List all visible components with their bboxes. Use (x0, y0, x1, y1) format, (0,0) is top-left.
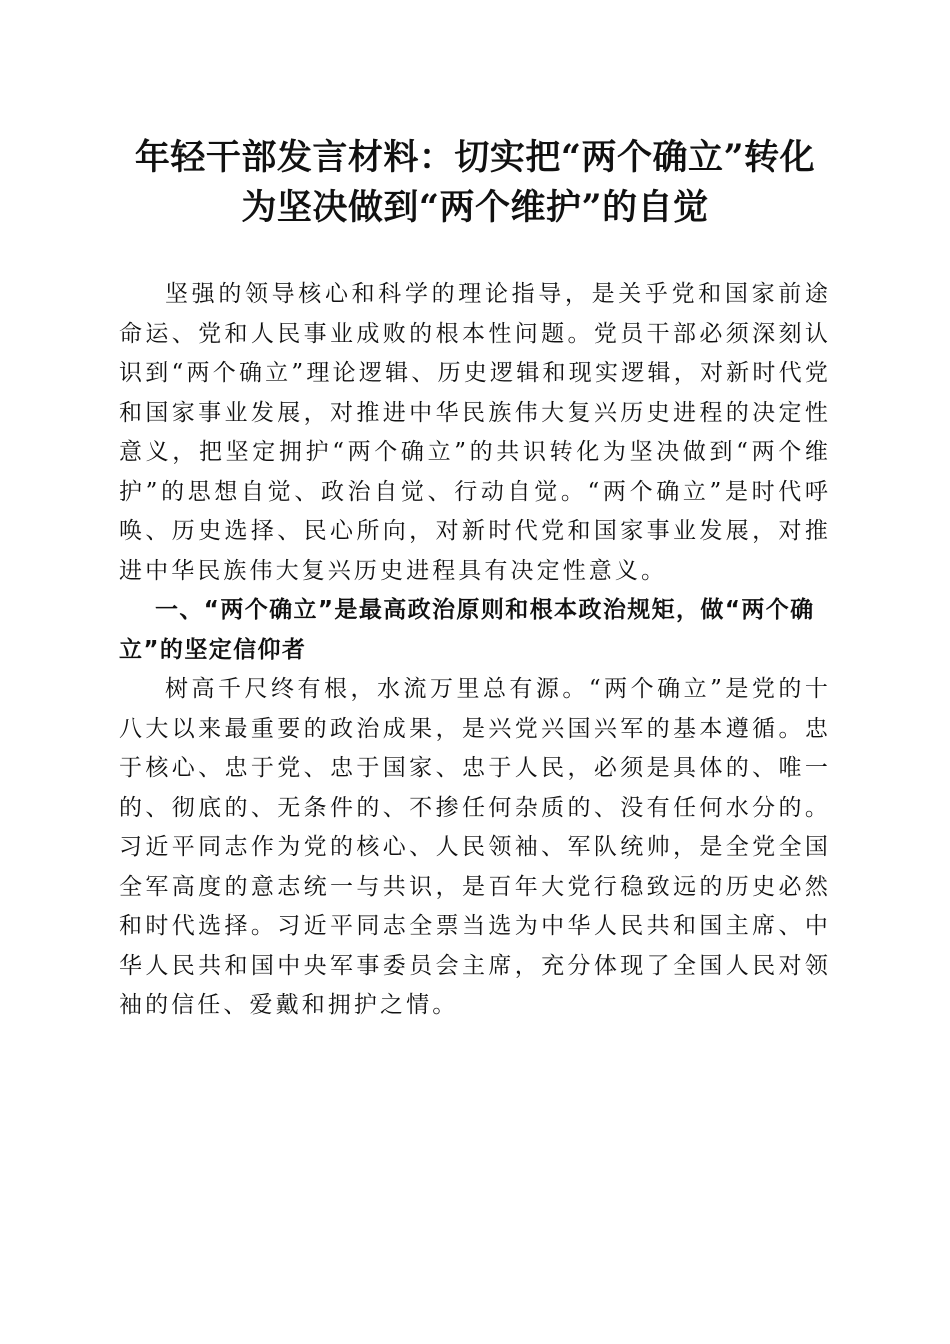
section-heading-1: 一、“两个确立”是最高政治原则和根本政治规矩，做“两个确立”的坚定信仰者 (119, 597, 815, 663)
document-title (100, 133, 850, 233)
title-line-1: 年轻干部发言材料：切实把“两个确立”转化 (134, 137, 816, 178)
intro-paragraph: 坚强的领导核心和科学的理论指导，是关乎党和国家前途命运、党和人民事业成败的根本性问题。党员干部必须深刻认识到“两个确立”理论逻辑、历史逻辑和现实逻辑，对新时代党和国家事业发展，对推进中华民族伟大复兴历史进程的决定性意义，把坚定拥护“两个确立”的共识转化为坚决做到“两个维护”的思想自觉、政治自觉、行动自觉。“两个确立”是时代呼唤、历史选择、民心所向，对新时代党和国家事业发展，对推进中华民族伟大复兴历史进程具有决定性意义。 (119, 281, 831, 584)
section-1-paragraph: 树高千尺终有根，水流万里总有源。“两个确立”是党的十八大以来最重要的政治成果，是兴党兴国兴军的基本遵循。忠于核心、忠于党、忠于国家、忠于人民，必须是具体的、唯一的、彻底的、无条件的、不掺任何杂质的、没有任何水分的。习近平同志作为党的核心、人民领袖、军队统帅，是全党全国全军高度的意志统一与共识，是百年大党行稳致远的历史必然和时代选择。习近平同志全票当选为中华人民共和国主席、中华人民共和国中央军事委员会主席，充分体现了全国人民对领袖的信任、爱戴和拥护之情。 (119, 676, 831, 1018)
document-body (119, 275, 831, 1026)
title-line-2: 为坚决做到“两个维护”的自觉 (241, 187, 709, 228)
